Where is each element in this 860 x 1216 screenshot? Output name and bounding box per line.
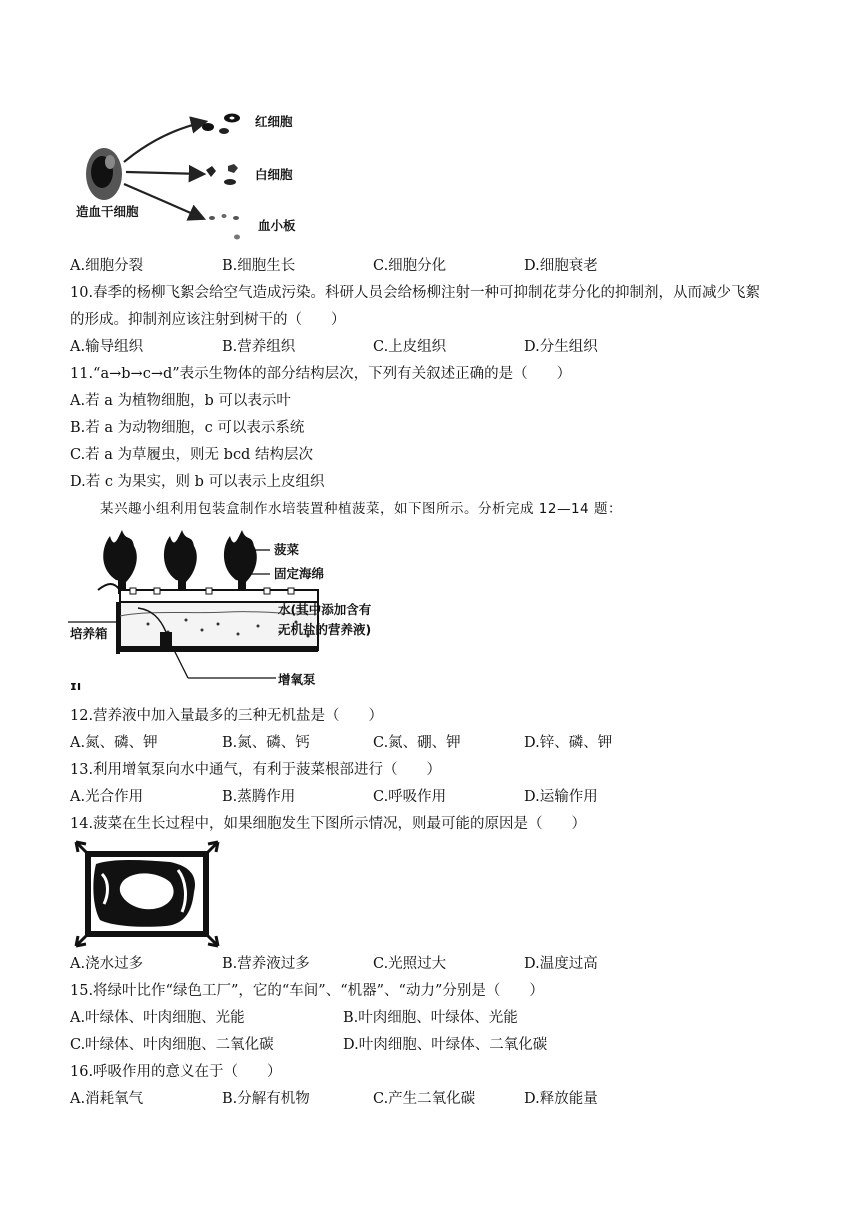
stem-cell-icon [86, 148, 122, 200]
q15-option-d: D.叶肉细胞、叶绿体、二氧化碳 [343, 1037, 548, 1053]
q10-option-d: D.分生组织 [524, 339, 598, 355]
red-cell-icon [202, 114, 240, 135]
intro-12-14: 某兴趣小组利用包装盒制作水培装置种植菠菜，如下图所示。分析完成 12—14 题： [100, 501, 622, 517]
q9-option-c: C.细胞分化 [373, 258, 447, 274]
q13-option-d: D.运输作用 [524, 789, 598, 805]
q12-option-b: B.氮、磷、钙 [222, 735, 310, 751]
q10-option-a: A.输导组织 [70, 339, 144, 355]
q16-stem: 16.呼吸作用的意义在于（ ） [70, 1064, 282, 1080]
plasmolysis-cell-figure [74, 840, 220, 948]
q16-option-c: C.产生二氧化碳 [373, 1091, 476, 1107]
q15-option-b: B.叶肉细胞、叶绿体、光能 [343, 1010, 518, 1026]
hydroponic-setup-figure [68, 528, 398, 696]
q10-option-c: C.上皮组织 [373, 339, 447, 355]
white-cell-icon [206, 164, 238, 185]
sponge-label: 固定海绵 [274, 566, 325, 581]
q10-stem-line2: 的形成。抑制剂应该注射到树干的（ ） [70, 312, 346, 328]
culture-box-label: 培养箱 [70, 626, 108, 641]
pump-label: 增氧泵 [278, 672, 316, 687]
q9-option-a: A.细胞分裂 [70, 258, 144, 274]
q13-option-a: A.光合作用 [70, 789, 144, 805]
q12-stem: 12.营养液中加入量最多的三种无机盐是（ ） [70, 708, 384, 724]
stem-cell-differentiation-figure [70, 100, 310, 240]
q11-option-c: C.若 a 为草履虫，则无 bcd 结构层次 [70, 447, 313, 463]
corner-mark: ɪı [70, 678, 82, 693]
q13-option-b: B.蒸腾作用 [222, 789, 296, 805]
q15-option-c: C.叶绿体、叶肉细胞、二氧化碳 [70, 1037, 274, 1053]
stem-cell-label: 造血干细胞 [76, 204, 139, 219]
arrow-to-white-cell [126, 172, 202, 174]
arrow-to-red-cell [124, 122, 204, 162]
q11-stem: 11.“a→b→c→d”表示生物体的部分结构层次，下列有关叙述正确的是（ ） [70, 366, 572, 382]
spinach-plant-icon [103, 530, 257, 594]
q16-option-a: A.消耗氧气 [70, 1091, 144, 1107]
q16-option-d: D.释放能量 [524, 1091, 598, 1107]
q14-option-b: B.营养液过多 [222, 956, 310, 972]
q16-option-b: B.分解有机物 [222, 1091, 310, 1107]
q14-option-d: D.温度过高 [524, 956, 598, 972]
water-label-line2: 无机盐的营养液) [278, 622, 372, 637]
q15-stem: 15.将绿叶比作“绿色工厂”，它的“车间”、“机器”、“动力”分别是（ ） [70, 983, 544, 999]
q9-option-b: B.细胞生长 [222, 258, 296, 274]
q13-stem: 13.利用增氧泵向水中通气，有利于菠菜根部进行（ ） [70, 762, 442, 778]
q9-option-d: D.细胞衰老 [524, 258, 598, 274]
q12-option-d: D.锌、磷、钾 [524, 735, 613, 751]
q14-option-a: A.浇水过多 [70, 956, 144, 972]
red-cell-label: 红细胞 [255, 114, 293, 129]
water-label-line1: 水(其中添加含有 [278, 602, 372, 617]
q14-stem: 14.菠菜在生长过程中，如果细胞发生下图所示情况，则最可能的原因是（ ） [70, 816, 587, 832]
q15-option-a: A.叶绿体、叶肉细胞、光能 [70, 1010, 245, 1026]
q13-option-c: C.呼吸作用 [373, 789, 447, 805]
spinach-label: 菠菜 [274, 542, 300, 557]
q14-option-c: C.光照过大 [373, 956, 447, 972]
q10-option-b: B.营养组织 [222, 339, 296, 355]
platelet-icon [209, 214, 240, 240]
q12-option-c: C.氮、硼、钾 [373, 735, 461, 751]
q11-option-a: A.若 a 为植物细胞，b 可以表示叶 [70, 393, 291, 409]
q12-option-a: A.氮、磷、钾 [70, 735, 158, 751]
q11-option-d: D.若 c 为果实，则 b 可以表示上皮组织 [70, 474, 325, 490]
platelet-label: 血小板 [258, 218, 296, 233]
culture-box-icon [98, 584, 318, 654]
q10-stem-line1: 10.春季的杨柳飞絮会给空气造成污染。科研人员会给杨柳注射一种可抑制花芽分化的抑制剂，从而减少飞絮 [70, 285, 761, 301]
q11-option-b: B.若 a 为动物细胞，c 可以表示系统 [70, 420, 305, 436]
white-cell-label: 白细胞 [255, 167, 293, 182]
